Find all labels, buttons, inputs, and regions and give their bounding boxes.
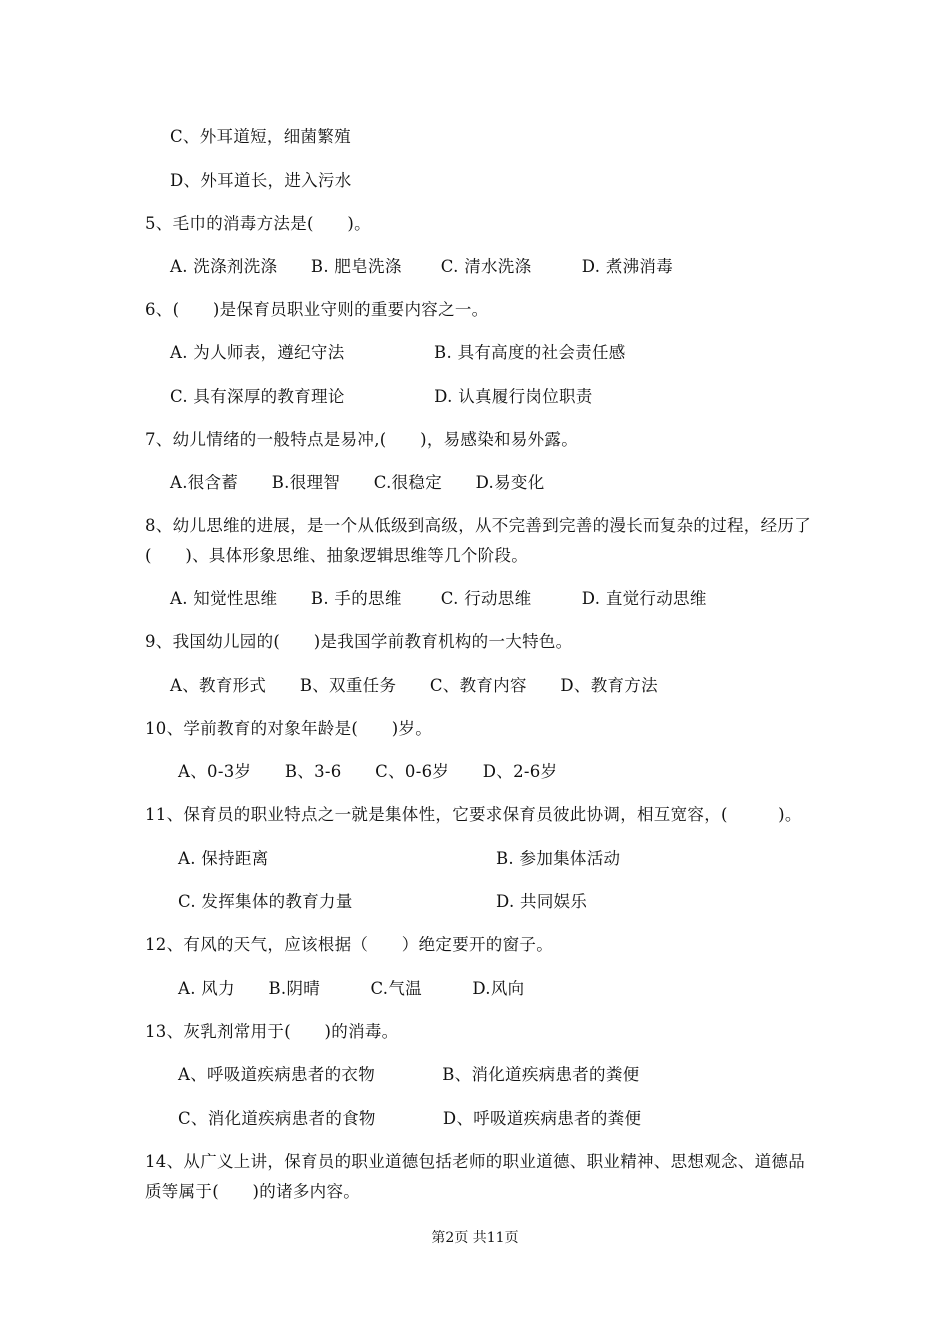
q5-question: 5、毛巾的消毒方法是( )。 (145, 214, 371, 233)
q9-options: A、教育形式 B、双重任务 C、教育内容 D、教育方法 (170, 676, 658, 695)
q11-option-d: D. 共同娱乐 (496, 892, 588, 911)
q8-question-line1: 8、幼儿思维的进展，是一个从低级到高级，从不完善到完善的漫长而复杂的过程，经历了 (145, 516, 811, 535)
q12-question: 12、有风的天气，应该根据（ ）绝定要开的窗子。 (145, 935, 553, 954)
q13-options-ab: A、呼吸道疾病患者的衣物 B、消化道疾病患者的粪便 (178, 1065, 640, 1084)
q7-question: 7、幼儿情绪的一般特点是易冲,( )，易感染和易外露。 (145, 430, 579, 449)
q6-options-cd: C. 具有深厚的教育理论 D. 认真履行岗位职责 (170, 387, 593, 406)
q13-options-cd: C、消化道疾病患者的食物 D、呼吸道疾病患者的粪便 (178, 1109, 642, 1128)
q7-options: A.很含蓄 B.很理智 C.很稳定 D.易变化 (170, 473, 545, 492)
q12-options: A. 风力 B.阴晴 C.气温 D.风向 (178, 979, 525, 998)
q13-question: 13、灰乳剂常用于( )的消毒。 (145, 1022, 399, 1041)
q6-options-ab: A. 为人师表，遵纪守法 B. 具有高度的社会责任感 (170, 343, 626, 362)
q10-question: 10、学前教育的对象年龄是( )岁。 (145, 719, 433, 738)
q5-options: A. 洗涤剂洗涤 B. 肥皂洗涤 C. 清水洗涤 D. 煮沸消毒 (170, 257, 674, 276)
q11-option-a: A. 保持距离 (178, 849, 269, 868)
q4-option-c: C、外耳道短，细菌繁殖 (170, 127, 351, 146)
q11-question: 11、保育员的职业特点之一就是集体性，它要求保育员彼此协调，相互宽容，( )。 (145, 805, 802, 824)
q9-question: 9、我国幼儿园的( )是我国学前教育机构的一大特色。 (145, 632, 573, 651)
q10-options: A、0-3岁 B、3-6 C、0-6岁 D、2-6岁 (178, 762, 558, 781)
q14-question-line2: 质等属于( )的诸多内容。 (145, 1182, 361, 1201)
q11-option-b: B. 参加集体活动 (496, 849, 621, 868)
q8-question-line2: ( )、具体形象思维、抽象逻辑思维等几个阶段。 (145, 546, 529, 565)
q11-option-c: C. 发挥集体的教育力量 (178, 892, 353, 911)
q4-option-d: D、外耳道长，进入污水 (170, 171, 352, 190)
page-number-footer: 第2页 共11页 (431, 1230, 519, 1246)
q14-question-line1: 14、从广义上讲，保育员的职业道德包括老师的职业道德、职业精神、思想观念、道德品 (145, 1152, 805, 1171)
q6-question: 6、( )是保育员职业守则的重要内容之一。 (145, 300, 489, 319)
q8-options: A. 知觉性思维 B. 手的思维 C. 行动思维 D. 直觉行动思维 (170, 589, 707, 608)
